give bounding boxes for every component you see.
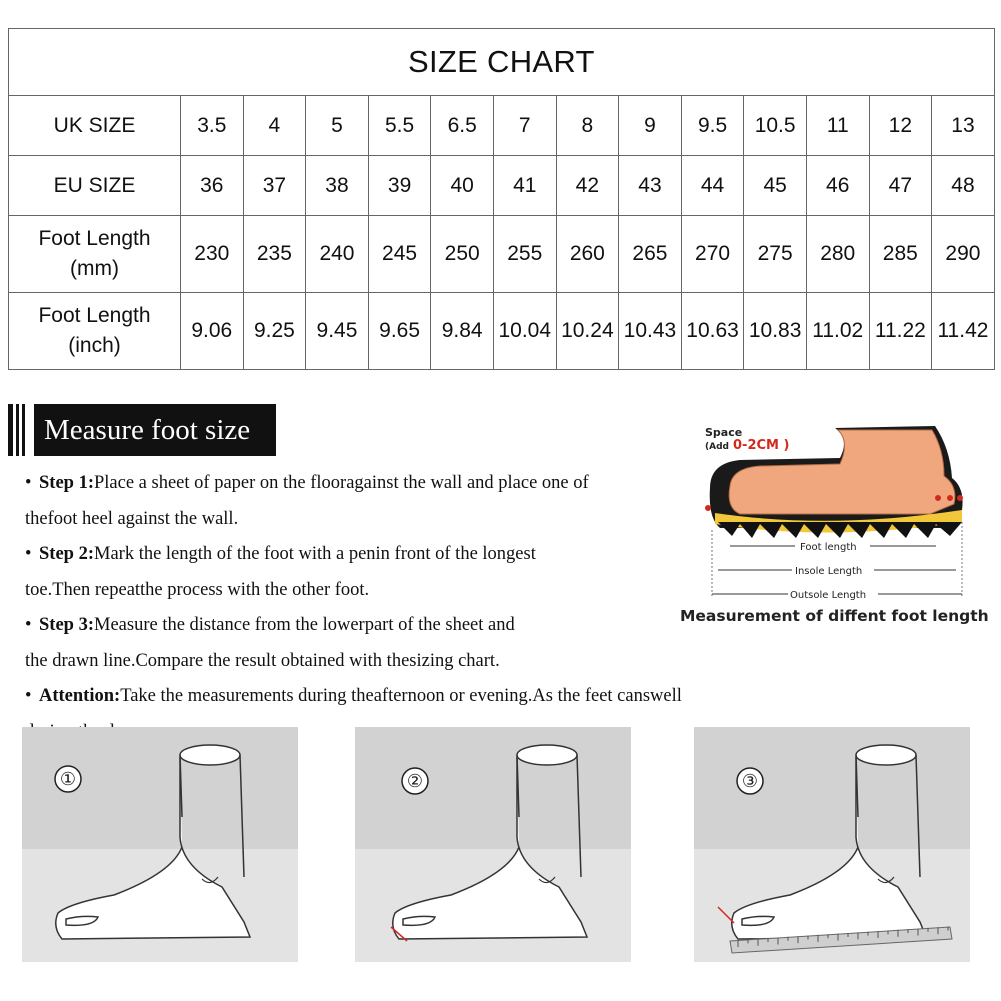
size-cell: 48	[932, 156, 995, 216]
size-cell: 270	[681, 216, 744, 293]
size-cell: 265	[619, 216, 682, 293]
size-cell: 260	[556, 216, 619, 293]
diagram-caption: Measurement of diffent foot length	[680, 607, 989, 625]
step-item	[25, 537, 715, 573]
size-cell: 9.25	[243, 293, 306, 370]
size-cell: 275	[744, 216, 807, 293]
size-cell: 10.83	[744, 293, 807, 370]
size-cell: 235	[243, 216, 306, 293]
size-cell: 255	[493, 216, 556, 293]
size-cell: 280	[806, 216, 869, 293]
size-cell: 9.84	[431, 293, 494, 370]
size-cell: 250	[431, 216, 494, 293]
step-number: ①	[59, 769, 77, 790]
row-header-line: Foot Length	[38, 304, 151, 327]
row-header-line: EU SIZE	[53, 173, 136, 197]
size-cell: 9.5	[681, 96, 744, 156]
size-cell: 5	[306, 96, 369, 156]
foot-length-label: Foot length	[800, 542, 857, 553]
size-cell: 46	[806, 156, 869, 216]
step-item	[25, 608, 715, 644]
size-cell: 4	[243, 96, 306, 156]
step-item	[25, 466, 715, 502]
step-number: ②	[406, 771, 424, 792]
size-cell: 8	[556, 96, 619, 156]
size-cell: 7	[493, 96, 556, 156]
wall	[694, 727, 970, 849]
row-header	[9, 96, 181, 156]
step-label: Step 3:	[39, 615, 94, 635]
size-cell: 290	[932, 216, 995, 293]
step-text-continued: thefoot heel against the wall.	[25, 508, 239, 529]
step-label: Step 2:	[39, 544, 94, 564]
attention-label: Attention:	[39, 686, 121, 706]
size-cell: 11	[806, 96, 869, 156]
size-cell: 44	[681, 156, 744, 216]
size-cell: 37	[243, 156, 306, 216]
size-cell: 3.5	[181, 96, 244, 156]
size-chart-title: SIZE CHART	[9, 29, 995, 96]
size-cell: 13	[932, 96, 995, 156]
step-text: Place a sheet of paper on the flooragainst the wall and place one of	[94, 473, 589, 493]
size-cell: 10.5	[744, 96, 807, 156]
size-cell: 42	[556, 156, 619, 216]
size-cell: 36	[181, 156, 244, 216]
step-label: Step 1:	[39, 473, 94, 493]
toe-marker	[935, 495, 941, 501]
size-cell: 12	[869, 96, 932, 156]
bullet: •	[25, 473, 32, 493]
step-text-continued: the drawn line.Compare the result obtained with thesizing chart.	[25, 650, 500, 671]
heading-bar	[16, 404, 19, 456]
size-cell: 41	[493, 156, 556, 216]
illustration-step-1	[22, 727, 298, 962]
measure-steps	[25, 466, 715, 750]
row-header-line: UK SIZE	[53, 113, 136, 137]
outsole-tread	[718, 522, 962, 538]
row-header-line: Foot Length	[38, 227, 151, 250]
toe-marker	[947, 495, 953, 501]
size-cell: 285	[869, 216, 932, 293]
range-label: 0-2CM )	[733, 438, 790, 453]
bullet: •	[25, 615, 32, 635]
size-cell: 43	[619, 156, 682, 216]
size-chart-table	[8, 28, 995, 370]
insole-length-label: Insole Length	[795, 566, 863, 577]
step-text-continued: toe.Then repeatthe process with the other foot.	[25, 579, 370, 600]
size-cell: 10.63	[681, 293, 744, 370]
size-cell: 38	[306, 156, 369, 216]
size-cell: 10.24	[556, 293, 619, 370]
outsole-length-label: Outsole Length	[790, 590, 867, 601]
size-cell: 45	[744, 156, 807, 216]
size-cell: 11.22	[869, 293, 932, 370]
size-row	[9, 156, 995, 216]
size-row	[9, 293, 995, 370]
add-label: (Add	[705, 442, 729, 452]
measure-heading-text: Measure foot size	[34, 404, 276, 456]
row-header-unit: (mm)	[70, 257, 119, 280]
heading-bar	[8, 404, 13, 456]
size-cell: 6.5	[431, 96, 494, 156]
size-cell: 9	[619, 96, 682, 156]
size-cell: 230	[181, 216, 244, 293]
heel-marker	[705, 505, 711, 511]
size-cell: 11.42	[932, 293, 995, 370]
row-header-unit: (inch)	[68, 334, 121, 357]
row-header	[9, 216, 181, 293]
size-cell: 5.5	[368, 96, 431, 156]
size-cell: 10.43	[619, 293, 682, 370]
size-cell: 9.06	[181, 293, 244, 370]
row-header	[9, 156, 181, 216]
bullet: •	[25, 544, 32, 564]
size-row	[9, 96, 995, 156]
row-header	[9, 293, 181, 370]
size-cell: 47	[869, 156, 932, 216]
space-label: Space	[705, 426, 743, 439]
step-number: ③	[741, 771, 759, 792]
toe-marker	[957, 495, 963, 501]
size-cell: 11.02	[806, 293, 869, 370]
size-cell: 40	[431, 156, 494, 216]
heading-bar	[22, 404, 25, 456]
illustration-step-2	[355, 727, 631, 962]
bullet: •	[25, 686, 32, 706]
size-cell: 9.45	[306, 293, 369, 370]
size-cell: 9.65	[368, 293, 431, 370]
wall	[355, 727, 631, 849]
illustration-step-3	[694, 727, 970, 962]
size-cell: 10.04	[493, 293, 556, 370]
size-cell: 39	[368, 156, 431, 216]
step-text: Measure the distance from the lowerpart of the sheet and	[94, 615, 515, 635]
size-row	[9, 216, 995, 293]
shoe-measurement-diagram	[700, 418, 1000, 633]
size-cell: 245	[368, 216, 431, 293]
size-cell: 240	[306, 216, 369, 293]
step-text: Mark the length of the foot with a penin front of the longest	[94, 544, 536, 564]
measure-heading	[8, 404, 276, 456]
attention-text: Take the measurements during theafternoon or evening.As the feet canswell	[120, 686, 682, 706]
